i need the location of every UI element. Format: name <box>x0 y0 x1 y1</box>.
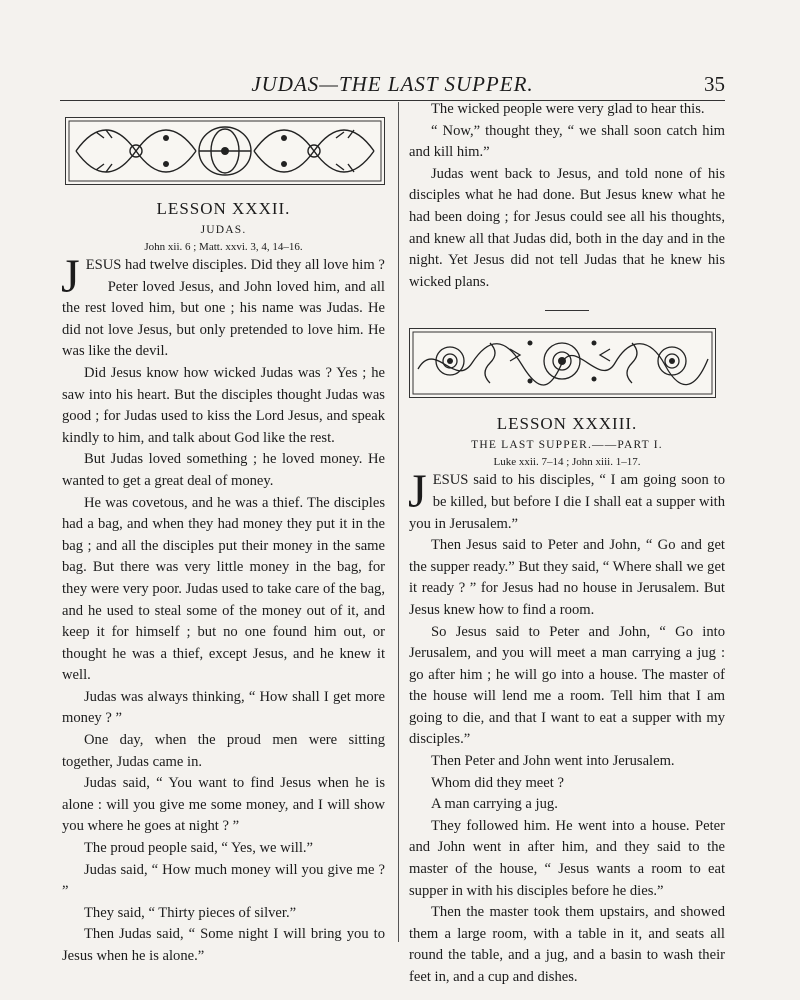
paragraph: The wicked people were very glad to hear this. <box>431 101 705 117</box>
section-rule <box>545 310 589 311</box>
column-divider <box>398 102 399 942</box>
paragraph: They said, “ Thirty pieces of silver.” <box>84 904 297 921</box>
paragraph: So Jesus said to Peter and John, “ Go into Jerusalem, and you will meet a man carrying a jug : go after him ; he will go into a house. The master of the house will lend me a room. Tell him that I am going to die, and that I want to eat a supper with my disciples.” <box>409 623 725 748</box>
paragraph: Judas said, “ You want to find Jesus when he is alone : will you give me some money, and I will show you where he goes at night ? ” <box>62 775 385 835</box>
paragraph: But Judas loved something ; he loved money. He wanted to get a great deal of money. <box>62 451 385 489</box>
lesson-32-subheading: JUDAS. <box>200 224 247 236</box>
page-number: 35 <box>704 72 725 96</box>
paragraph: Did Jesus know how wicked Judas was ? Yes ; he saw into his heart. But the disciples thought Judas was good ; for Judas used to kiss the Lord Jesus, and speak kindly to him, and talk about God like the rest. <box>62 364 385 446</box>
paragraph: Then Peter and John went into Jerusalem. <box>431 753 675 770</box>
paragraph: He was covetous, and he was a thief. The disciples had a bag, and when they had money they put it in the bag ; and all the disciples put their money in the same bag. But there was very little money in the bag, for they were very poor. Judas used to take care of the bag, and he used to steal some of the money out of it, and keep it for himself ; but no one found him out, or thought he was a thief, except Jesus, and he knew it well. <box>62 494 385 684</box>
paragraph: The proud people said, “ Yes, we will.” <box>84 840 313 857</box>
left-column <box>62 117 385 968</box>
ornament-banner-lesson32 <box>65 117 385 185</box>
paragraph: Then the master took them upstairs, and showed them a large room, with a table in it, and seats all round the table, and a jug, and a basin to wash their feet in, and a cup and dishes. <box>409 904 725 985</box>
drop-cap: J <box>61 250 80 303</box>
right-column <box>409 99 725 989</box>
lesson-32-opening-paragraph: JESUS had twelve disciples. Did they all love him ? <box>61 250 385 303</box>
paragraph: A man carrying a jug. <box>431 796 558 813</box>
paragraph: Judas was always thinking, “ How shall I get more money ? ” <box>62 688 385 727</box>
paragraph: Judas said, “ How much money will you give me ? ” <box>62 861 385 900</box>
running-head <box>60 72 725 100</box>
paragraph: Then Judas said, “ Some night I will bring you to Jesus when he is alone.” <box>62 926 385 964</box>
paragraph: One day, when the proud men were sitting together, Judas came in. <box>62 732 385 770</box>
lesson-32-reference: John xii. 6 ; Matt. xxvi. 3, 4, 14–16. <box>144 241 303 253</box>
lesson-33-reference: Luke xxii. 7–14 ; John xiii. 1–17. <box>493 456 641 469</box>
paragraph: Peter loved Jesus, and John loved him, and all the rest loved him, but one ; his name was Judas. He did not love Jesus, but only pretended to love him. He was like the devil. <box>62 278 385 360</box>
paragraph: Whom did they meet ? <box>431 774 564 791</box>
paragraph: Judas went back to Jesus, and told none of his disciples what he had done. But Jesus knew what he had been doing ; for Jesus could see all his thoughts, and knew all that Judas did, both in the day and in the night. Yet Jesus did not tell Judas that he knew his wicked plans. <box>409 165 725 290</box>
ornament-banner-lesson33 <box>409 328 716 398</box>
lesson-33-heading: LESSON XXXIII. <box>496 414 638 434</box>
lesson-33-subheading: THE LAST SUPPER.——PART I. <box>471 439 663 452</box>
lesson-32-heading: LESSON XXXII. <box>156 199 291 218</box>
drop-cap: J <box>408 465 427 519</box>
paragraph: Then Jesus said to Peter and John, “ Go and get the supper ready.” But they said, “ Where shall we get it ready ? ” for Jesus had no house in Jerusalem. But Jesus knew how to find a room. <box>409 537 725 618</box>
paragraph: “ Now,” thought they, “ we shall soon catch him and kill him.” <box>409 122 725 161</box>
running-title: JUDAS—THE LAST SUPPER. <box>251 72 534 96</box>
lesson-33-opening-paragraph: JESUS said to his disciples, “ I am going soon to be killed, but before I die I shall eat a supper with you in Jerusalem.” <box>408 465 725 532</box>
paragraph: They followed him. He went into a house. Peter and John went in after him, and they said to the master of the house, “ Jesus wants a room to eat supper in with his disciples before he dies.” <box>409 817 725 899</box>
